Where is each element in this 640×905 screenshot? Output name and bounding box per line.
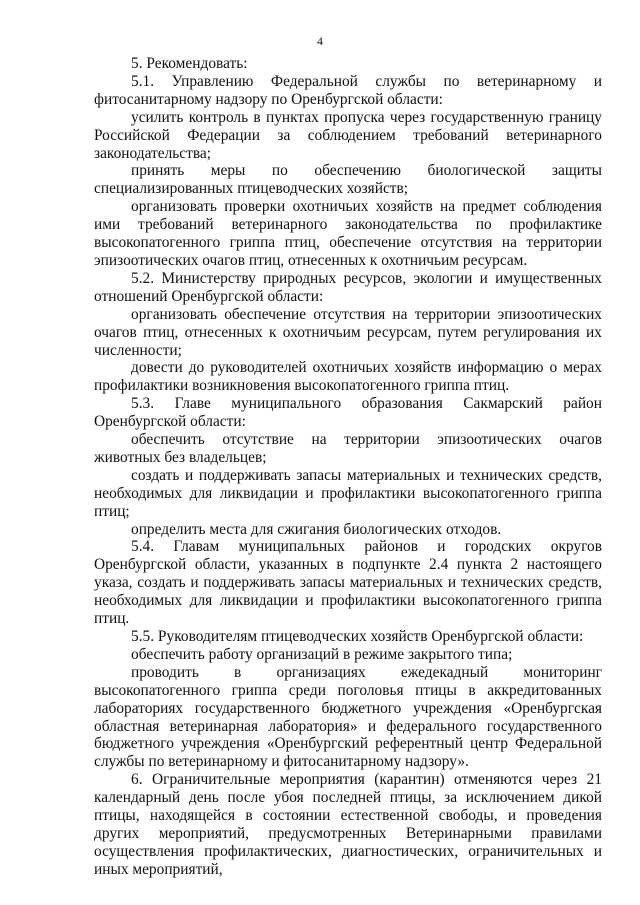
paragraph-5-2-population-control: организовать обеспечение отсутствия на территории эпизоотических очагов птиц, отнесенных к охотничьим ресурсам, путем регулирования их численности; [94,305,602,359]
paragraph-5-3: 5.3. Главе муниципального образования Сакмарский район Оренбургской области: [94,395,602,431]
paragraph-5-3-incineration: определить места для сжигания биологических отходов. [131,520,502,538]
paragraph-5-2: 5.2. Министерству природных ресурсов, экологии и имущественных отношений Оренбургской области: [94,269,602,305]
paragraph-5-3-reserves: создать и поддерживать запасы материальных и технических средств, необходимых для ликвидации и профилактики высокопатогенного гриппа птиц; [94,466,602,520]
paragraph-6: 6. Ограничительные мероприятия (карантин) отменяются через 21 календарный день после убоя последней птицы, за исключением дикой птицы, находящейся в состоянии естественной свободы, и проведения других мероприятий, предусмотренных Ветеринарными правилами осуществления профилактических, диагностических, ограничительных и иных мероприятий, [94,771,602,878]
paragraph-5-1-hunting-inspections: организовать проверки охотничьих хозяйств на предмет соблюдения ими требований ветеринарного законодательства по профилактике высокопатогенного гриппа птиц, обеспечение отсутствия на территории эпизоотических очагов птиц, отнесенных к охотничьим ресурсам. [94,198,602,269]
paragraph-5-5-closed-mode: обеспечить работу организаций в режиме закрытого типа; [131,645,513,663]
paragraph-5-5-monitoring: проводить в организациях ежедекадный мониторинг высокопатогенного гриппа среди поголовья птицы в аккредитованных лабораториях государственного бюджетного учреждения «Оренбургская областная ветеринарная лаборатория» и федерального государственного бюджетного учреждения «Оренбургский референтный центр Федеральной службы по ветеринарному и фитосанитарному надзору». [94,663,602,771]
paragraph-5-1-biosecurity: принять меры по обеспечению биологической защиты специализированных птицеводческих хозяйств; [94,162,602,198]
page-number: 4 [317,34,323,48]
paragraph-recommend-heading: 5. Рекомендовать: [131,55,248,72]
paragraph-5-2-inform: довести до руководителей охотничьих хозяйств информацию о мерах профилактики возникновения высокопатогенного гриппа птиц. [94,359,602,395]
document-body [94,55,602,879]
paragraph-5-4: 5.4. Главам муниципальных районов и городских округов Оренбургской области, указанных в подпункте 2.4 пункта 2 настоящего указа, создать и поддерживать запасы материальных и технических средств, необходимых для ликвидации и профилактики высокопатогенного гриппа птиц. [94,538,602,628]
paragraph-5-3-stray-animals: обеспечить отсутствие на территории эпизоотических очагов животных без владельцев; [94,431,602,466]
paragraph-5-1: 5.1. Управлению Федеральной службы по ветеринарному и фитосанитарному надзору по Оренбургской области: [94,72,602,108]
paragraph-5-1-border-control: усилить контроль в пунктах пропуска через государственную границу Российской Федерации за соблюдением требований ветеринарного законодательства; [94,108,602,162]
paragraph-5-5: 5.5. Руководителям птицеводческих хозяйств Оренбургской области: [131,628,584,645]
